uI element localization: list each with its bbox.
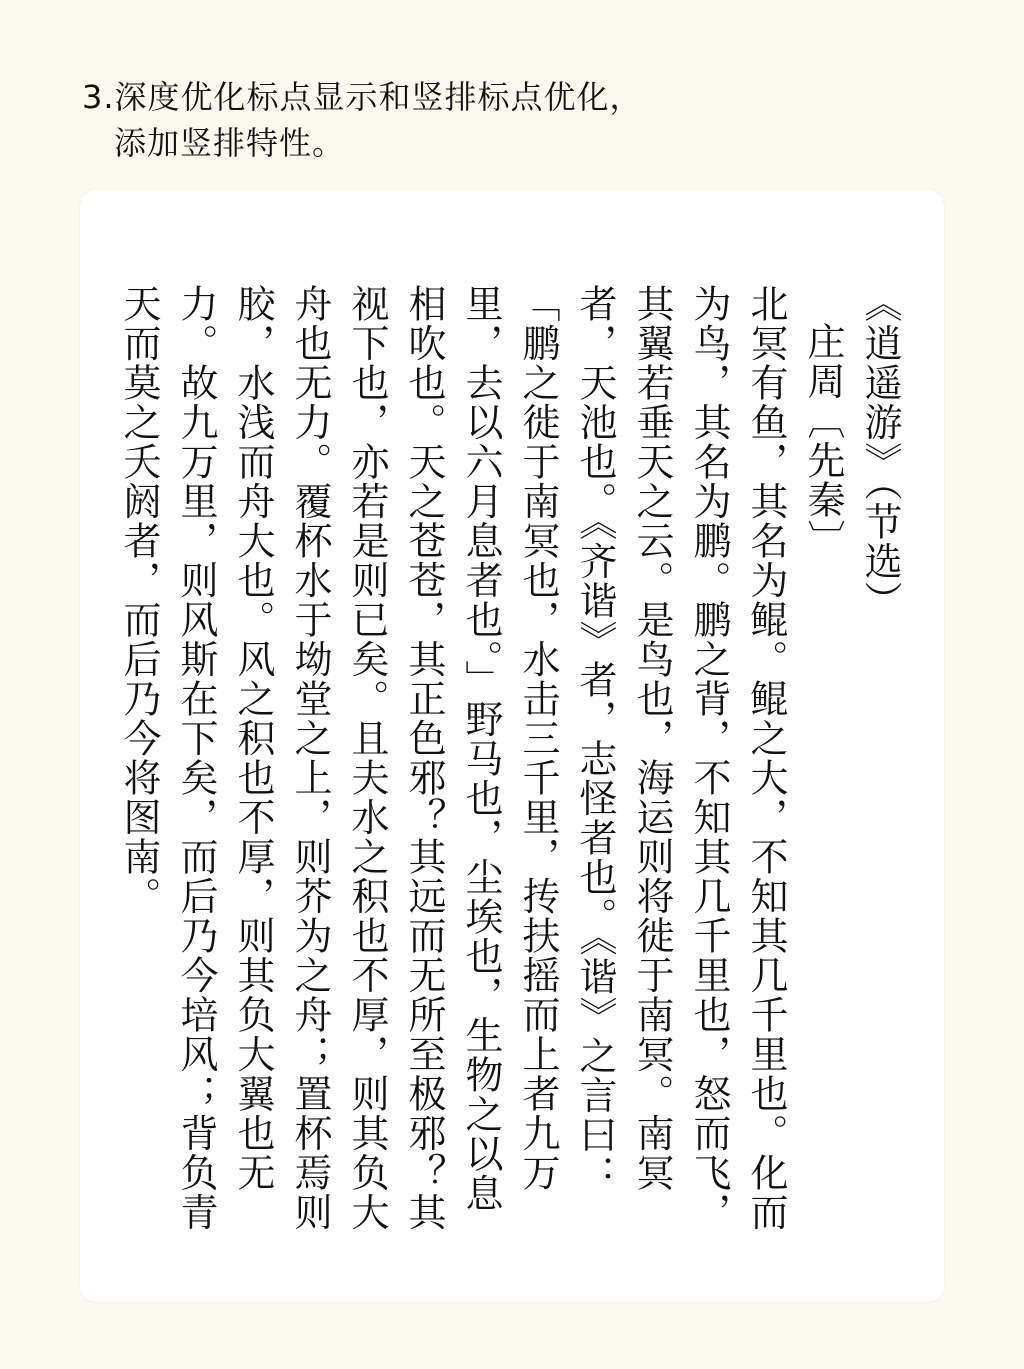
poem-body: 北冥有鱼，其名为鲲。鲲之大，不知其几千里也。化而为鸟，其名为鹏。鹏之背，不知其几千里也，怒而飞，其翼若垂天之云。是鸟也，海运则将徙于南冥。南冥者，天池也。《齐谐》者，志怪者也。《谐》之言曰：「鹏之徙于南冥也，水击三千里，抟扶摇而上者九万里，去以六月息者也。」野马也，尘埃也，生物之以息相吹也。天之苍苍，其正色邪？其远而无所至极邪？其视下也，亦若是则已矣。且夫水之积也不厚，则其负大舟也无力。覆杯水于坳堂之上，则芥为之舟；置杯焉则胶，水浅而舟大也。风之积也不厚，则其负大翼也无力。故九万里，则风斯在下矣，而后乃今培风；背负青天而莫之夭阏者，而后乃今将图南。 — [117, 284, 788, 1232]
vertical-poem — [110, 284, 908, 1244]
poem-author: 庄周〔先秦〕 — [801, 322, 845, 559]
poem-title: 《逍遥游》（节选） — [858, 284, 902, 621]
feature-heading — [82, 74, 942, 166]
heading-line-2: 添加竖排特性。 — [114, 124, 346, 162]
vertical-text-card — [80, 190, 944, 1302]
heading-line-1: 3.深度优化标点显示和竖排标点优化， — [82, 78, 643, 116]
